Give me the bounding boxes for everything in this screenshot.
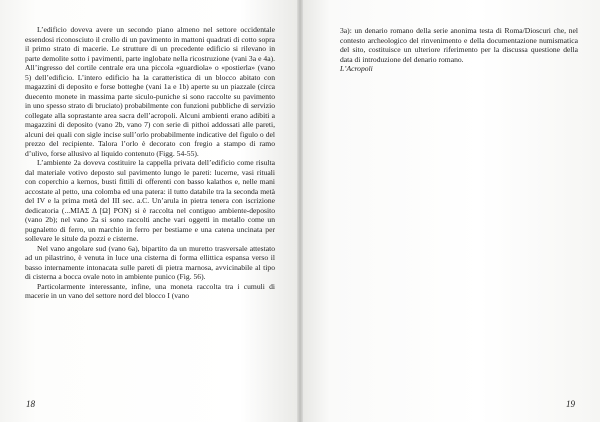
paragraph: 3a): un denario romano della serie anonima testa di Roma/Dioscuri che, nel contesto archeologico del rinvenimento e della documentazione numismatica del sito, costituisce un ulteriore riferimento per la discussa questione della data di introduzione del denario romano. <box>340 26 578 64</box>
page-number-left: 18 <box>26 399 35 409</box>
right-text-column <box>340 26 578 74</box>
left-text-column <box>25 25 275 301</box>
section-heading: L’Acropoli <box>340 64 373 73</box>
paragraph: Particolarmente interessante, infine, una moneta raccolta tra i cumuli di macerie in un vano del settore nord del blocco I (vano <box>25 281 275 300</box>
paragraph: L’edificio doveva avere un secondo piano almeno nel settore occidentale essendosi riconosciuto il crollo di un pavimento in mattoni quadrati di cotto sopra il primo strato di macerie. Le strutture di un precedente edificio si rilevano in parte demolite sotto i pavimenti, parte inglobate nella ricostruzione (vani 3a e 4a). All’ingresso del cortile centrale era una piccola «guardiola» o «postierla» (vano 5) dell’edificio. L’intero edificio ha la caratteristica di un blocco abitato con magazzini di deposito e forse botteghe (vani 1a e 1b) aperte su un piazzale (circa duecento monete in massima parte siculo-puniche si sono raccolte su pavimento in uno spesso strato di bruciato) probabilmente con funzioni pubbliche di servizio collegate alla soprastante area sacra dell’acropoli. Alcuni ambienti erano adibiti a magazzini di deposito (vano 2b, vano 7) con serie di pithoi addossati alle pareti, alcuni dei quali con sigle incise sull’orlo probabilmente indicative del figulo o del prezzo del recipiente. Talora l’orlo è decorato con fregio a stampo di ramo d’ulivo, forse allusivo al liquido contenuto (Figg. 54-55). <box>25 25 275 158</box>
book-gutter <box>297 0 303 422</box>
paragraph: Nel vano angolare sud (vano 6a), bipartito da un muretto trasversale attestato ad un pilastrino, è venuta in luce una cisterna di forma ellittica espansa verso il basso internamente intonacata sulle pareti di pietra marnosa, avvicinabile al tipo di cisterna a bocca ovale noto in ambiente punico (Fig. 56). <box>25 243 275 281</box>
paragraph: L’ambiente 2a doveva costituire la cappella privata dell’edificio come risulta dal materiale votivo deposto sul pavimento lungo le pareti: lucerne, vasi rituali con coperchio a kernos, busti fittili di offerenti con basso kalathos e, nelle mani accostate al petto, una colomba ed una patera: il tutto databile tra la seconda metà del IV e la prima metà del III sec. a.C. Un’arula in pietra tenera con iscrizione dedicatoria (...ΜΙΑΣ Δ [Ω] ΡΟΝ) si è raccolta nel contiguo ambiente-deposito (vano 2b); nel vano 2a si sono raccolti anche vari oggetti in metallo come un pugnaletto di ferro, un marchio in ferro per bestiame e una catena uncinata per sollevare le situle da pozzi e cisterne. <box>25 158 275 243</box>
page-number-right: 19 <box>566 399 575 409</box>
